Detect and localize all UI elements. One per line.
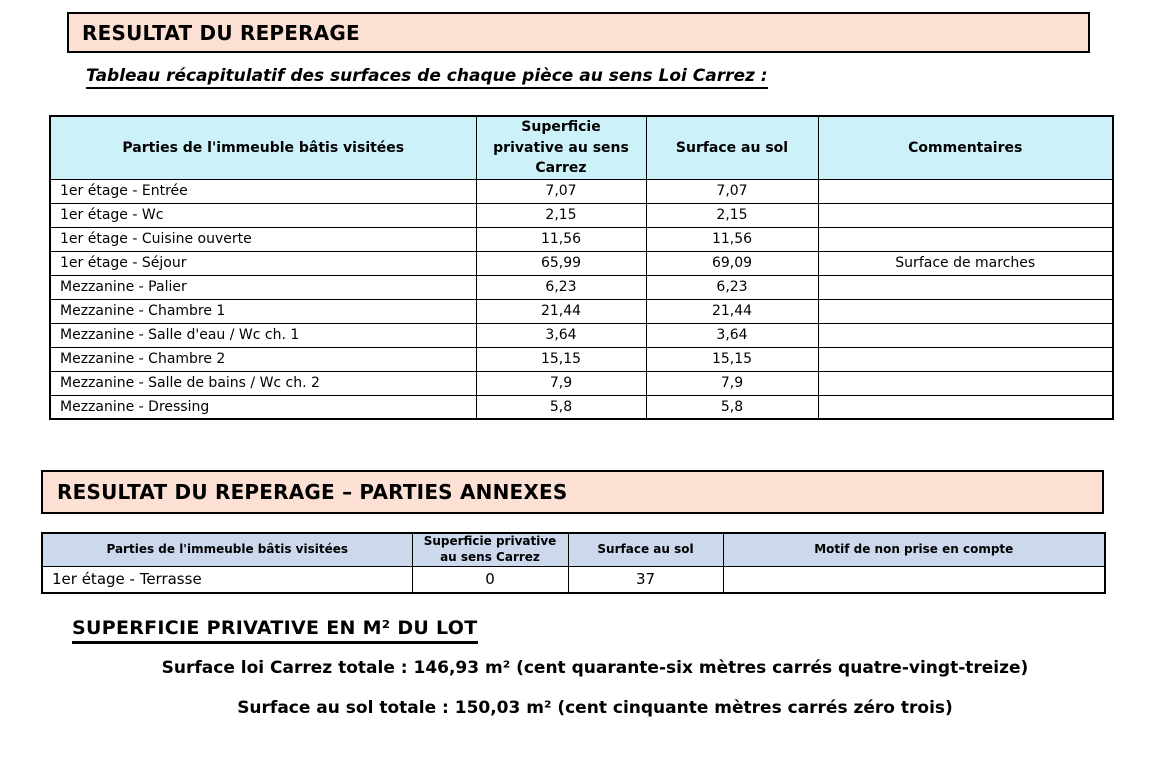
cell-commentaire	[818, 347, 1113, 371]
surfaces-table	[49, 115, 1114, 420]
cell-surface-sol: 7,07	[646, 179, 818, 203]
cell-commentaire	[818, 323, 1113, 347]
header-row	[50, 116, 1113, 179]
cell-commentaire	[818, 371, 1113, 395]
section2-title: RESULTAT DU REPERAGE – PARTIES ANNEXES	[57, 480, 568, 504]
cell-commentaire	[818, 299, 1113, 323]
table-row	[42, 566, 1105, 593]
cell-superficie-carrez: 7,07	[476, 179, 646, 203]
cell-commentaire: Surface de marches	[818, 251, 1113, 275]
cell-partie: Mezzanine - Salle d'eau / Wc ch. 1	[50, 323, 476, 347]
table-row	[50, 347, 1113, 371]
cell-partie: Mezzanine - Palier	[50, 275, 476, 299]
cell-superficie-carrez: 2,15	[476, 203, 646, 227]
cell-partie: Mezzanine - Salle de bains / Wc ch. 2	[50, 371, 476, 395]
col-header-surface-sol: Surface au sol	[646, 116, 818, 179]
annexes-table-header	[42, 533, 1105, 566]
cell-motif	[723, 566, 1105, 593]
cell-partie: Mezzanine - Dressing	[50, 395, 476, 419]
cell-surface-sol: 21,44	[646, 299, 818, 323]
table-row	[50, 203, 1113, 227]
cell-surface-sol: 37	[568, 566, 723, 593]
cell-superficie-carrez: 65,99	[476, 251, 646, 275]
cell-superficie-carrez: 6,23	[476, 275, 646, 299]
cell-commentaire	[818, 395, 1113, 419]
cell-partie: 1er étage - Séjour	[50, 251, 476, 275]
col-header-parties: Parties de l'immeuble bâtis visitées	[42, 533, 412, 566]
table-row	[50, 275, 1113, 299]
cell-partie: 1er étage - Wc	[50, 203, 476, 227]
col-header-parties: Parties de l'immeuble bâtis visitées	[50, 116, 476, 179]
table-row	[50, 299, 1113, 323]
cell-superficie-carrez: 7,9	[476, 371, 646, 395]
cell-partie: 1er étage - Terrasse	[42, 566, 412, 593]
cell-commentaire	[818, 275, 1113, 299]
section1-subtitle: Tableau récapitulatif des surfaces de chaque pièce au sens Loi Carrez :	[86, 66, 768, 89]
section2-title-banner	[41, 470, 1104, 514]
table-row	[50, 371, 1113, 395]
header-row	[42, 533, 1105, 566]
annexes-table-body	[42, 566, 1105, 593]
surfaces-table-header	[50, 116, 1113, 179]
cell-partie: Mezzanine - Chambre 2	[50, 347, 476, 371]
cell-partie: Mezzanine - Chambre 1	[50, 299, 476, 323]
table-row	[50, 251, 1113, 275]
cell-surface-sol: 5,8	[646, 395, 818, 419]
cell-surface-sol: 6,23	[646, 275, 818, 299]
cell-surface-sol: 2,15	[646, 203, 818, 227]
cell-surface-sol: 7,9	[646, 371, 818, 395]
annexes-table	[41, 532, 1106, 594]
col-header-commentaires: Commentaires	[818, 116, 1113, 179]
total-carrez-line: Surface loi Carrez totale : 146,93 m² (cent quarante-six mètres carrés quatre-vingt-treize)	[161, 658, 1029, 678]
cell-superficie-carrez: 11,56	[476, 227, 646, 251]
cell-surface-sol: 11,56	[646, 227, 818, 251]
section3-title: SUPERFICIE PRIVATIVE EN M² DU LOT	[72, 617, 478, 644]
cell-commentaire	[818, 203, 1113, 227]
table-row	[50, 323, 1113, 347]
cell-surface-sol: 15,15	[646, 347, 818, 371]
cell-partie: 1er étage - Entrée	[50, 179, 476, 203]
cell-partie: 1er étage - Cuisine ouverte	[50, 227, 476, 251]
col-header-superficie-carrez: Superficie privative au sens Carrez	[476, 116, 646, 179]
col-header-superficie-carrez: Superficie privative au sens Carrez	[412, 533, 568, 566]
total-sol-line: Surface au sol totale : 150,03 m² (cent cinquante mètres carrés zéro trois)	[237, 698, 953, 718]
cell-superficie-carrez: 15,15	[476, 347, 646, 371]
cell-superficie-carrez: 0	[412, 566, 568, 593]
cell-surface-sol: 3,64	[646, 323, 818, 347]
cell-superficie-carrez: 21,44	[476, 299, 646, 323]
section1-title-banner	[67, 12, 1090, 53]
col-header-surface-sol: Surface au sol	[568, 533, 723, 566]
cell-commentaire	[818, 179, 1113, 203]
table-row	[50, 179, 1113, 203]
cell-surface-sol: 69,09	[646, 251, 818, 275]
cell-commentaire	[818, 227, 1113, 251]
table-row	[50, 395, 1113, 419]
surfaces-table-body	[50, 179, 1113, 419]
cell-superficie-carrez: 5,8	[476, 395, 646, 419]
col-header-motif: Motif de non prise en compte	[723, 533, 1105, 566]
table-row	[50, 227, 1113, 251]
cell-superficie-carrez: 3,64	[476, 323, 646, 347]
section1-title: RESULTAT DU REPERAGE	[82, 20, 360, 45]
